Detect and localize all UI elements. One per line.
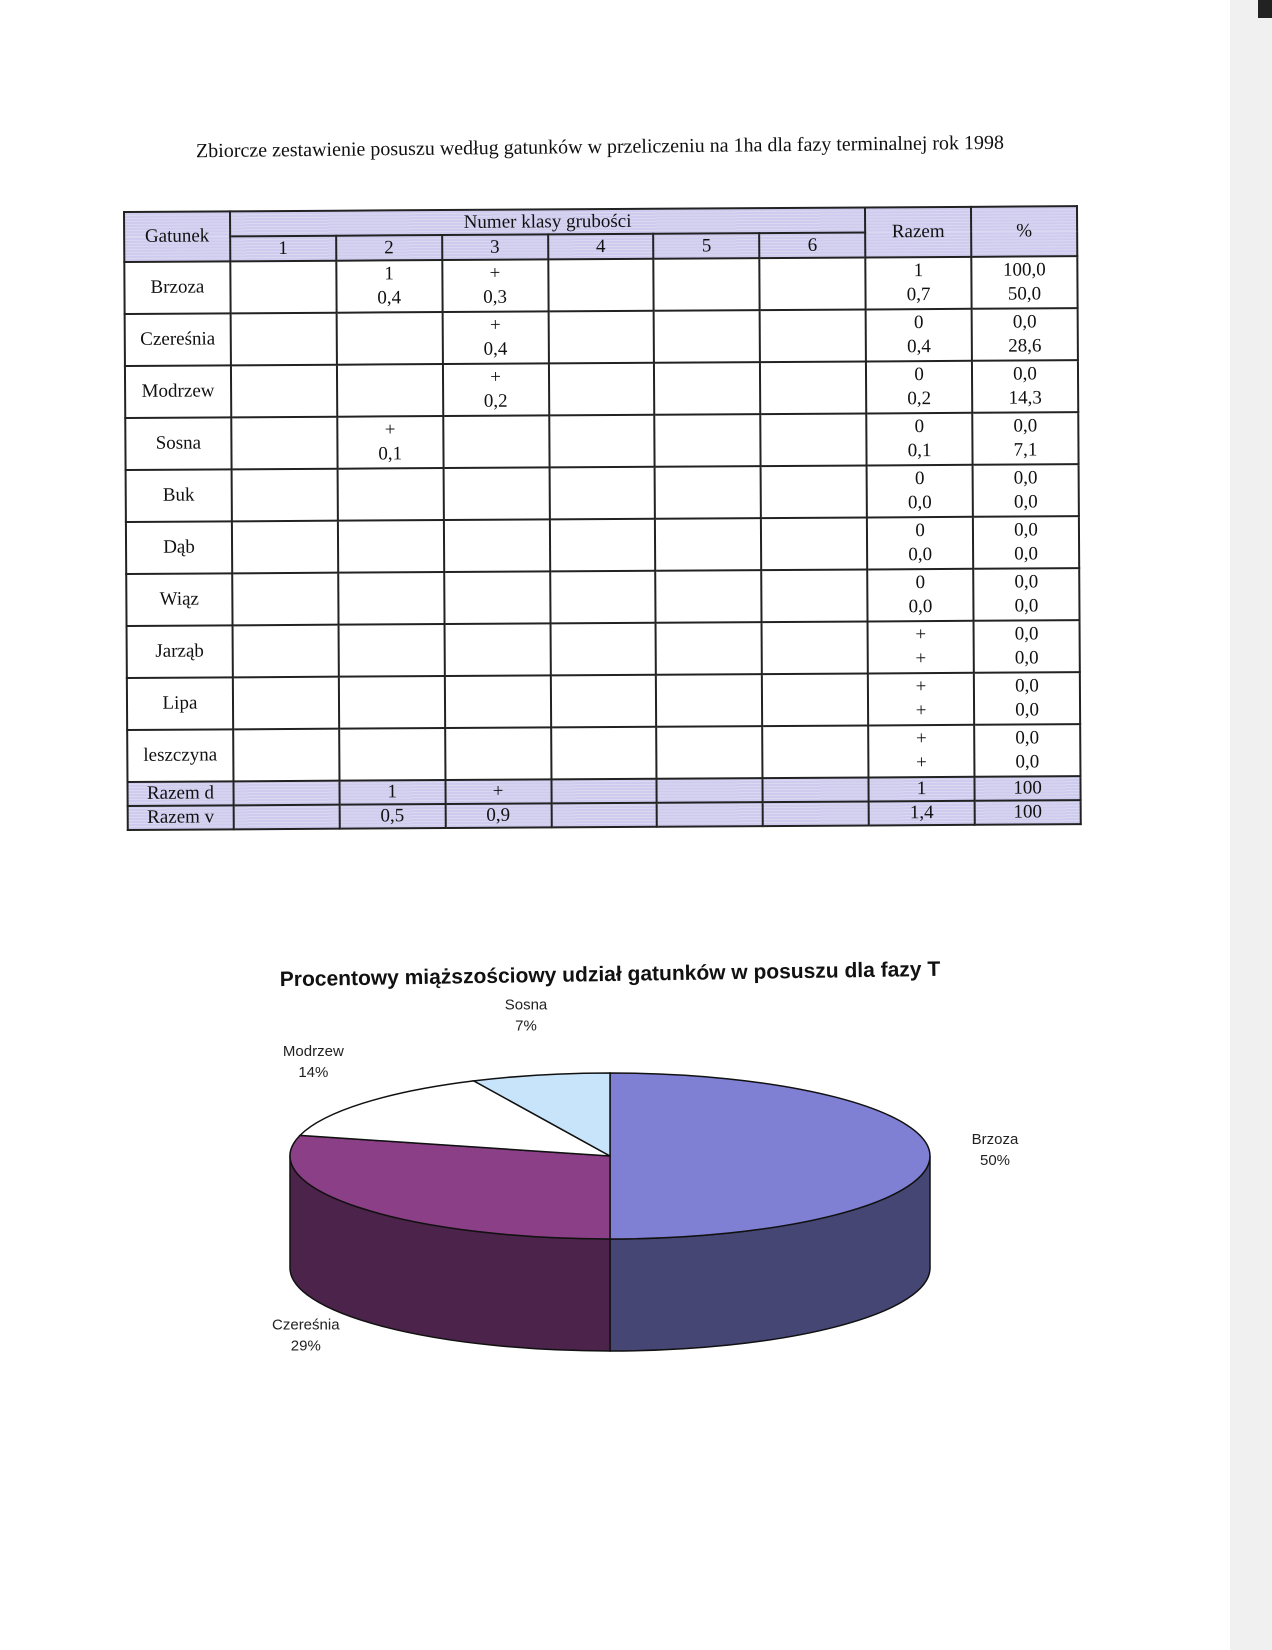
value-v: 0,0 [907, 492, 932, 514]
value-v: 0,0 [1014, 543, 1039, 565]
pie-label-percent: 29% [290, 1337, 321, 1355]
value-d: + [915, 676, 927, 698]
value-d: + [490, 366, 502, 388]
pie-label-name: Czereśnia [272, 1316, 340, 1334]
pie-label-name: Sosna [504, 996, 548, 1014]
document-title: Zbiorcze zestawienie posuszu według gatunków w przeliczeniu na 1ha dla fazy terminalnej rok 1998 [195, 131, 1005, 163]
class-2: 2 [336, 235, 442, 261]
razem-v-total: 1,4 [869, 801, 975, 826]
class-1: 1 [230, 236, 336, 262]
value-d: 1 [913, 260, 924, 282]
species-name: Czereśnia [125, 313, 231, 366]
species-name: Buk [126, 469, 232, 522]
value-v: 0,0 [908, 596, 933, 618]
value-v: 14,3 [1008, 387, 1042, 409]
value-v: 0,2 [483, 390, 508, 412]
value-v: 50,0 [1007, 283, 1042, 305]
value-d: + [384, 419, 396, 441]
value-d: 0,0 [1013, 415, 1038, 437]
value-d: 0 [915, 520, 925, 542]
class-3: 3 [442, 234, 548, 260]
value-v: + [916, 752, 927, 774]
value-d: + [489, 262, 501, 284]
value-v: 0,1 [907, 440, 932, 462]
species-name: Brzoza [124, 261, 230, 314]
value-v: 0,0 [1013, 491, 1038, 513]
pie-layer [290, 1073, 930, 1351]
value-v: + [915, 648, 927, 670]
value-v: 0,0 [1014, 595, 1039, 617]
species-name: Modrzew [125, 365, 231, 418]
value-d: 0 [913, 312, 924, 334]
value-d: 0,0 [1013, 363, 1037, 385]
razem-v-c2: 0,5 [339, 804, 445, 829]
razem-d-label: Razem d [127, 781, 233, 806]
value-v: 0,0 [908, 544, 933, 566]
value-v: 0,0 [1014, 647, 1039, 669]
razem-v-c3: 0,9 [445, 803, 551, 828]
class-5: 5 [654, 233, 760, 259]
value-v: 0,0 [1015, 699, 1040, 721]
chart-title: Procentowy miąższościowy udział gatunków w posuszu dla fazy T [279, 957, 941, 992]
razem-v-pct: 100 [975, 800, 1081, 825]
species-name: Wiąz [126, 573, 232, 626]
value-d: 0,0 [1013, 467, 1038, 489]
value-v: 0,0 [1015, 751, 1040, 773]
value-d: + [915, 728, 927, 750]
value-v: 0,1 [378, 443, 403, 465]
value-d: 1 [384, 263, 394, 285]
razem-v-label: Razem v [128, 805, 234, 830]
value-v: 0,7 [906, 284, 931, 306]
value-d: 0,0 [1014, 675, 1039, 697]
value-v: 7,1 [1013, 439, 1038, 461]
razem-d-c2: 1 [339, 780, 445, 805]
value-d: 0 [914, 364, 924, 386]
species-name: Lipa [127, 677, 233, 730]
value-d: 0 [915, 572, 926, 594]
value-d: + [915, 624, 927, 646]
value-d: 0,0 [1015, 727, 1040, 749]
pie-label-percent: 7% [515, 1017, 537, 1035]
value-d: + [489, 314, 501, 336]
value-v: + [915, 700, 927, 722]
value-v: 0,3 [483, 286, 508, 308]
value-v: 0,4 [906, 336, 931, 358]
razem-d-total: 1 [869, 777, 975, 802]
species-name: Dąb [126, 521, 232, 574]
pie-label-name: Brzoza [971, 1131, 1019, 1148]
class-4: 4 [548, 234, 654, 260]
pie-label-percent: 50% [979, 1152, 1011, 1169]
species-name: Jarząb [127, 625, 233, 678]
value-d: 100,0 [1002, 259, 1046, 281]
value-d: 0,0 [1014, 623, 1039, 645]
col-percent: % [971, 206, 1077, 257]
value-d: 0,0 [1014, 519, 1038, 541]
razem-d-c3: + [445, 779, 551, 804]
value-v: 0,4 [377, 287, 402, 309]
pie-label-percent: 14% [298, 1064, 329, 1082]
species-name: Sosna [125, 417, 231, 470]
pie-label-name: Modrzew [282, 1043, 344, 1061]
species-name: leszczyna [127, 729, 233, 782]
value-v: 0,2 [907, 388, 932, 410]
value-d: 0 [914, 416, 925, 438]
value-d: 0,0 [1012, 311, 1037, 333]
value-v: 0,4 [483, 338, 508, 360]
col-razem: Razem [865, 207, 971, 258]
col-gatunek: Gatunek [124, 211, 230, 262]
col-numer-klasy: Numer klasy grubości [230, 207, 865, 236]
razem-d-pct: 100 [974, 776, 1080, 801]
value-d: 0,0 [1014, 571, 1039, 593]
class-6: 6 [759, 232, 865, 258]
value-v: 28,6 [1008, 335, 1042, 357]
value-d: 0 [914, 468, 925, 490]
